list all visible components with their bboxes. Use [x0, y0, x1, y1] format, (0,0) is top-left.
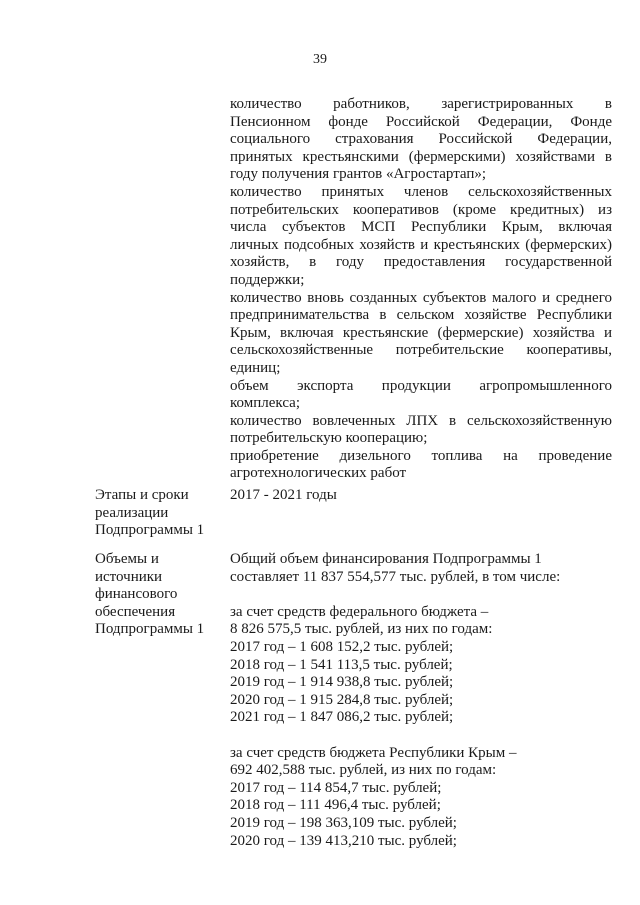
funding-label-line: Объемы и: [95, 551, 159, 567]
indicator-line: хозяйств, в году предоставления государственной: [230, 254, 612, 271]
indicator-line: количество принятых членов сельскохозяйственных: [230, 183, 612, 200]
funding-regional-line: 2017 год – 114 854,7 тыс. рублей;: [230, 779, 442, 796]
stages-label-line: Этапы и сроки: [95, 487, 189, 503]
stages-value: 2017 - 2021 годы: [230, 487, 337, 503]
funding-label-line: финансового: [95, 586, 178, 603]
indicator-line: агротехнологических работ: [230, 465, 407, 482]
indicator-line: личных подсобных хозяйств и крестьянских (фермерских): [230, 236, 612, 253]
funding-details: [230, 551, 612, 850]
page-number: 39: [313, 52, 327, 67]
funding-regional: [230, 745, 612, 851]
indicator-line: единиц;: [230, 359, 281, 376]
funding-total: [230, 551, 612, 586]
funding-regional-line: за счет средств бюджета Республики Крым –: [230, 744, 517, 761]
indicator-line: Пенсионном фонде Российской Федерации, Фонде: [230, 113, 612, 130]
funding-label-line: Подпрограммы 1: [95, 621, 205, 638]
funding-regional-line: 692 402,588 тыс. рублей, из них по годам:: [230, 762, 497, 779]
funding-federal: [230, 604, 612, 727]
funding-federal-line: 8 826 575,5 тыс. рублей, из них по годам:: [230, 621, 493, 638]
indicator-line: количество вновь созданных субъектов малого и среднего: [230, 289, 612, 306]
indicator-line: количество вовлеченных ЛПХ в сельскохозяйственную: [230, 412, 612, 429]
stages-label-line: Подпрограммы 1: [95, 522, 205, 539]
indicator-line: потребительскую кооперацию;: [230, 430, 428, 447]
indicator-line: числа субъектов МСП Республики Крым, включая: [230, 219, 612, 236]
funding-total-line: составляет 11 837 554,577 тыс. рублей, в том числе:: [230, 568, 561, 585]
funding-regional-line: 2020 год – 139 413,210 тыс. рублей;: [230, 832, 457, 849]
stages-label-line: реализации: [95, 504, 169, 521]
funding-label: [95, 551, 220, 639]
funding-federal-line: 2019 год – 1 914 938,8 тыс. рублей;: [230, 674, 454, 691]
indicator-line: количество работников, зарегистрированных в: [230, 96, 612, 112]
funding-federal-line: 2021 год – 1 847 086,2 тыс. рублей;: [230, 709, 454, 726]
funding-label-line: источники: [95, 568, 163, 585]
funding-federal-line: за счет средств федерального бюджета –: [230, 603, 489, 620]
indicator-line: принятых крестьянскими (фермерскими) хозяйствами в: [230, 148, 612, 165]
funding-regional-line: 2019 год – 198 363,109 тыс. рублей;: [230, 814, 457, 831]
indicator-line: предпринимательства в сельском хозяйстве Республики: [230, 307, 612, 324]
indicator-line: приобретение дизельного топлива на проведение: [230, 447, 612, 464]
indicators-list: [230, 96, 612, 483]
indicator-line: поддержки;: [230, 271, 305, 288]
funding-federal-line: 2018 год – 1 541 113,5 тыс. рублей;: [230, 656, 453, 673]
funding-total-line: Общий объем финансирования Подпрограммы 1: [230, 551, 542, 567]
indicator-line: социального страхования Российской Федерации,: [230, 131, 612, 148]
funding-federal-line: 2017 год – 1 608 152,2 тыс. рублей;: [230, 638, 454, 655]
funding-regional-line: 2018 год – 111 496,4 тыс. рублей;: [230, 797, 441, 814]
indicator-line: Крым, включая крестьянские (фермерские) хозяйства и: [230, 324, 612, 341]
indicator-line: комплекса;: [230, 395, 300, 412]
indicator-line: году получения грантов «Агростартап»;: [230, 166, 487, 183]
indicator-line: сельскохозяйственные потребительские кооперативы,: [230, 342, 612, 359]
stages-value-block: [230, 487, 612, 505]
stages-label: [95, 487, 220, 540]
funding-federal-line: 2020 год – 1 915 284,8 тыс. рублей;: [230, 691, 454, 708]
indicator-line: объем экспорта продукции агропромышленного: [230, 377, 612, 394]
indicator-line: потребительских кооперативов (кроме кредитных) из: [230, 201, 612, 218]
funding-label-line: обеспечения: [95, 603, 176, 620]
